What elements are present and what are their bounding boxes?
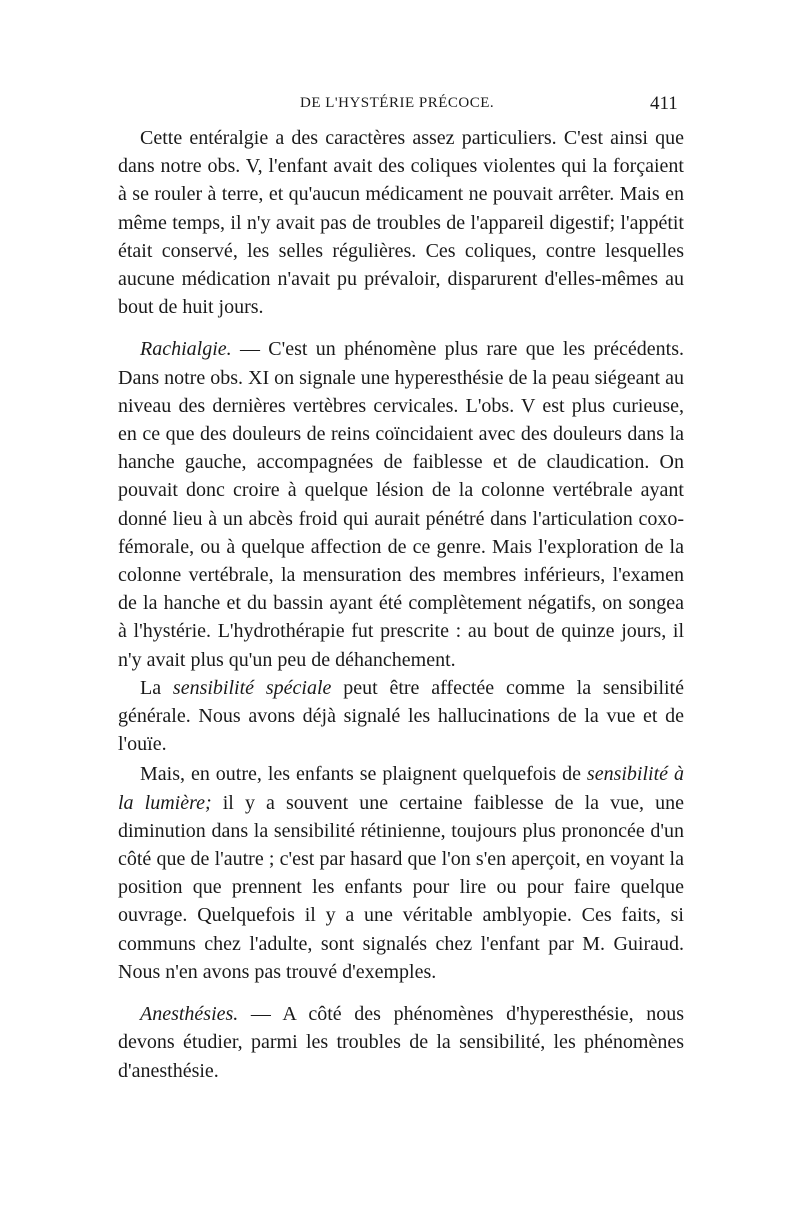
paragraph-enteralgie: Cette entéralgie a des caractères assez particuliers. C'est ainsi que dans notre obs. V, l'enfant avait des coliques violentes qui la forçaient à se rouler à terre, et qu'aucun médicament ne pouvait arrêter. Mais en même temps, il n'y avait pas de troubles de l'appareil digestif; l'appétit était conservé, les selles régulières. Ces coliques, contre lesquelles aucune médication n'avait pu prévaloir, disparurent d'elles-mêmes au bout de huit jours. (118, 127, 684, 319)
text-fragment: Mais, en outre, les enfants se plaignent quelquefois de (140, 763, 587, 786)
paragraph-anesthesies (118, 1000, 684, 1085)
text-fragment: La (140, 676, 173, 699)
page-number: 411 (650, 93, 678, 114)
paragraph-rachialgie (118, 335, 684, 673)
text-fragment: il y a souvent une certaine faiblesse de la vue, une diminution dans la sensibilité rétinienne, toujours plus prononcée d'un côté que de l'autre ; c'est par hasard que l'on s'en aperçoit, en voyant la position que prennent les enfants pour lire ou pour faire quelque ouvrage. Quelquefois il y a une véritable amblyopie. Ces faits, si communs chez l'adulte, sont signalés chez l'enfant par M. Guiraud. Nous n'en avons pas trouvé d'exemples. (118, 791, 684, 983)
emphasis-sensibilite-lumiere: sensibilité à la lumière; (118, 763, 684, 814)
section-lead-anesthesies: Anesthésies. (140, 1003, 239, 1026)
section-lead-rachialgie: Rachialgie. (140, 338, 232, 361)
paragraph-rachialgie-text: — C'est un phénomène plus rare que les précédents. Dans notre obs. XI on signale une hyperesthésie de la peau siégeant au niveau des dernières vertèbres cervicales. L'obs. V est plus curieuse, en ce que des douleurs de reins coïncidaient avec des douleurs dans la hanche gauche, accompagnées de faiblesse et de claudication. On pouvait donc croire à quelque lésion de la colonne vertébrale ayant donné lieu à un abcès froid qui aurait pénétré dans l'articulation coxo-fémorale, ou à quelque affection de ce genre. Mais l'exploration de la colonne vertébrale, la mensuration des membres inférieurs, l'examen de la hanche et du bassin ayant été complètement négatifs, on songea à l'hystérie. L'hydrothérapie fut prescrite : au bout de quinze jours, il n'y avait plus qu'un peu de déhanchement. (118, 338, 684, 671)
text-fragment: peut être affectée comme la sensibilité générale. Nous avons déjà signalé les hallucinations de la vue et de l'ouïe. (118, 676, 684, 756)
paragraph-vue (118, 760, 684, 986)
body-text (118, 124, 684, 1085)
paragraph-anesthesies-text: — A côté des phénomènes d'hyperesthésie, nous devons étudier, parmi les troubles de la sensibilité, les phénomènes d'anesthésie. (118, 1003, 684, 1082)
paragraph-sensibilite-speciale (118, 674, 684, 759)
emphasis-sensibilite-speciale: sensibilité spéciale (172, 676, 332, 699)
running-title: DE L'HYSTÉRIE PRÉCOCE. (300, 95, 495, 111)
